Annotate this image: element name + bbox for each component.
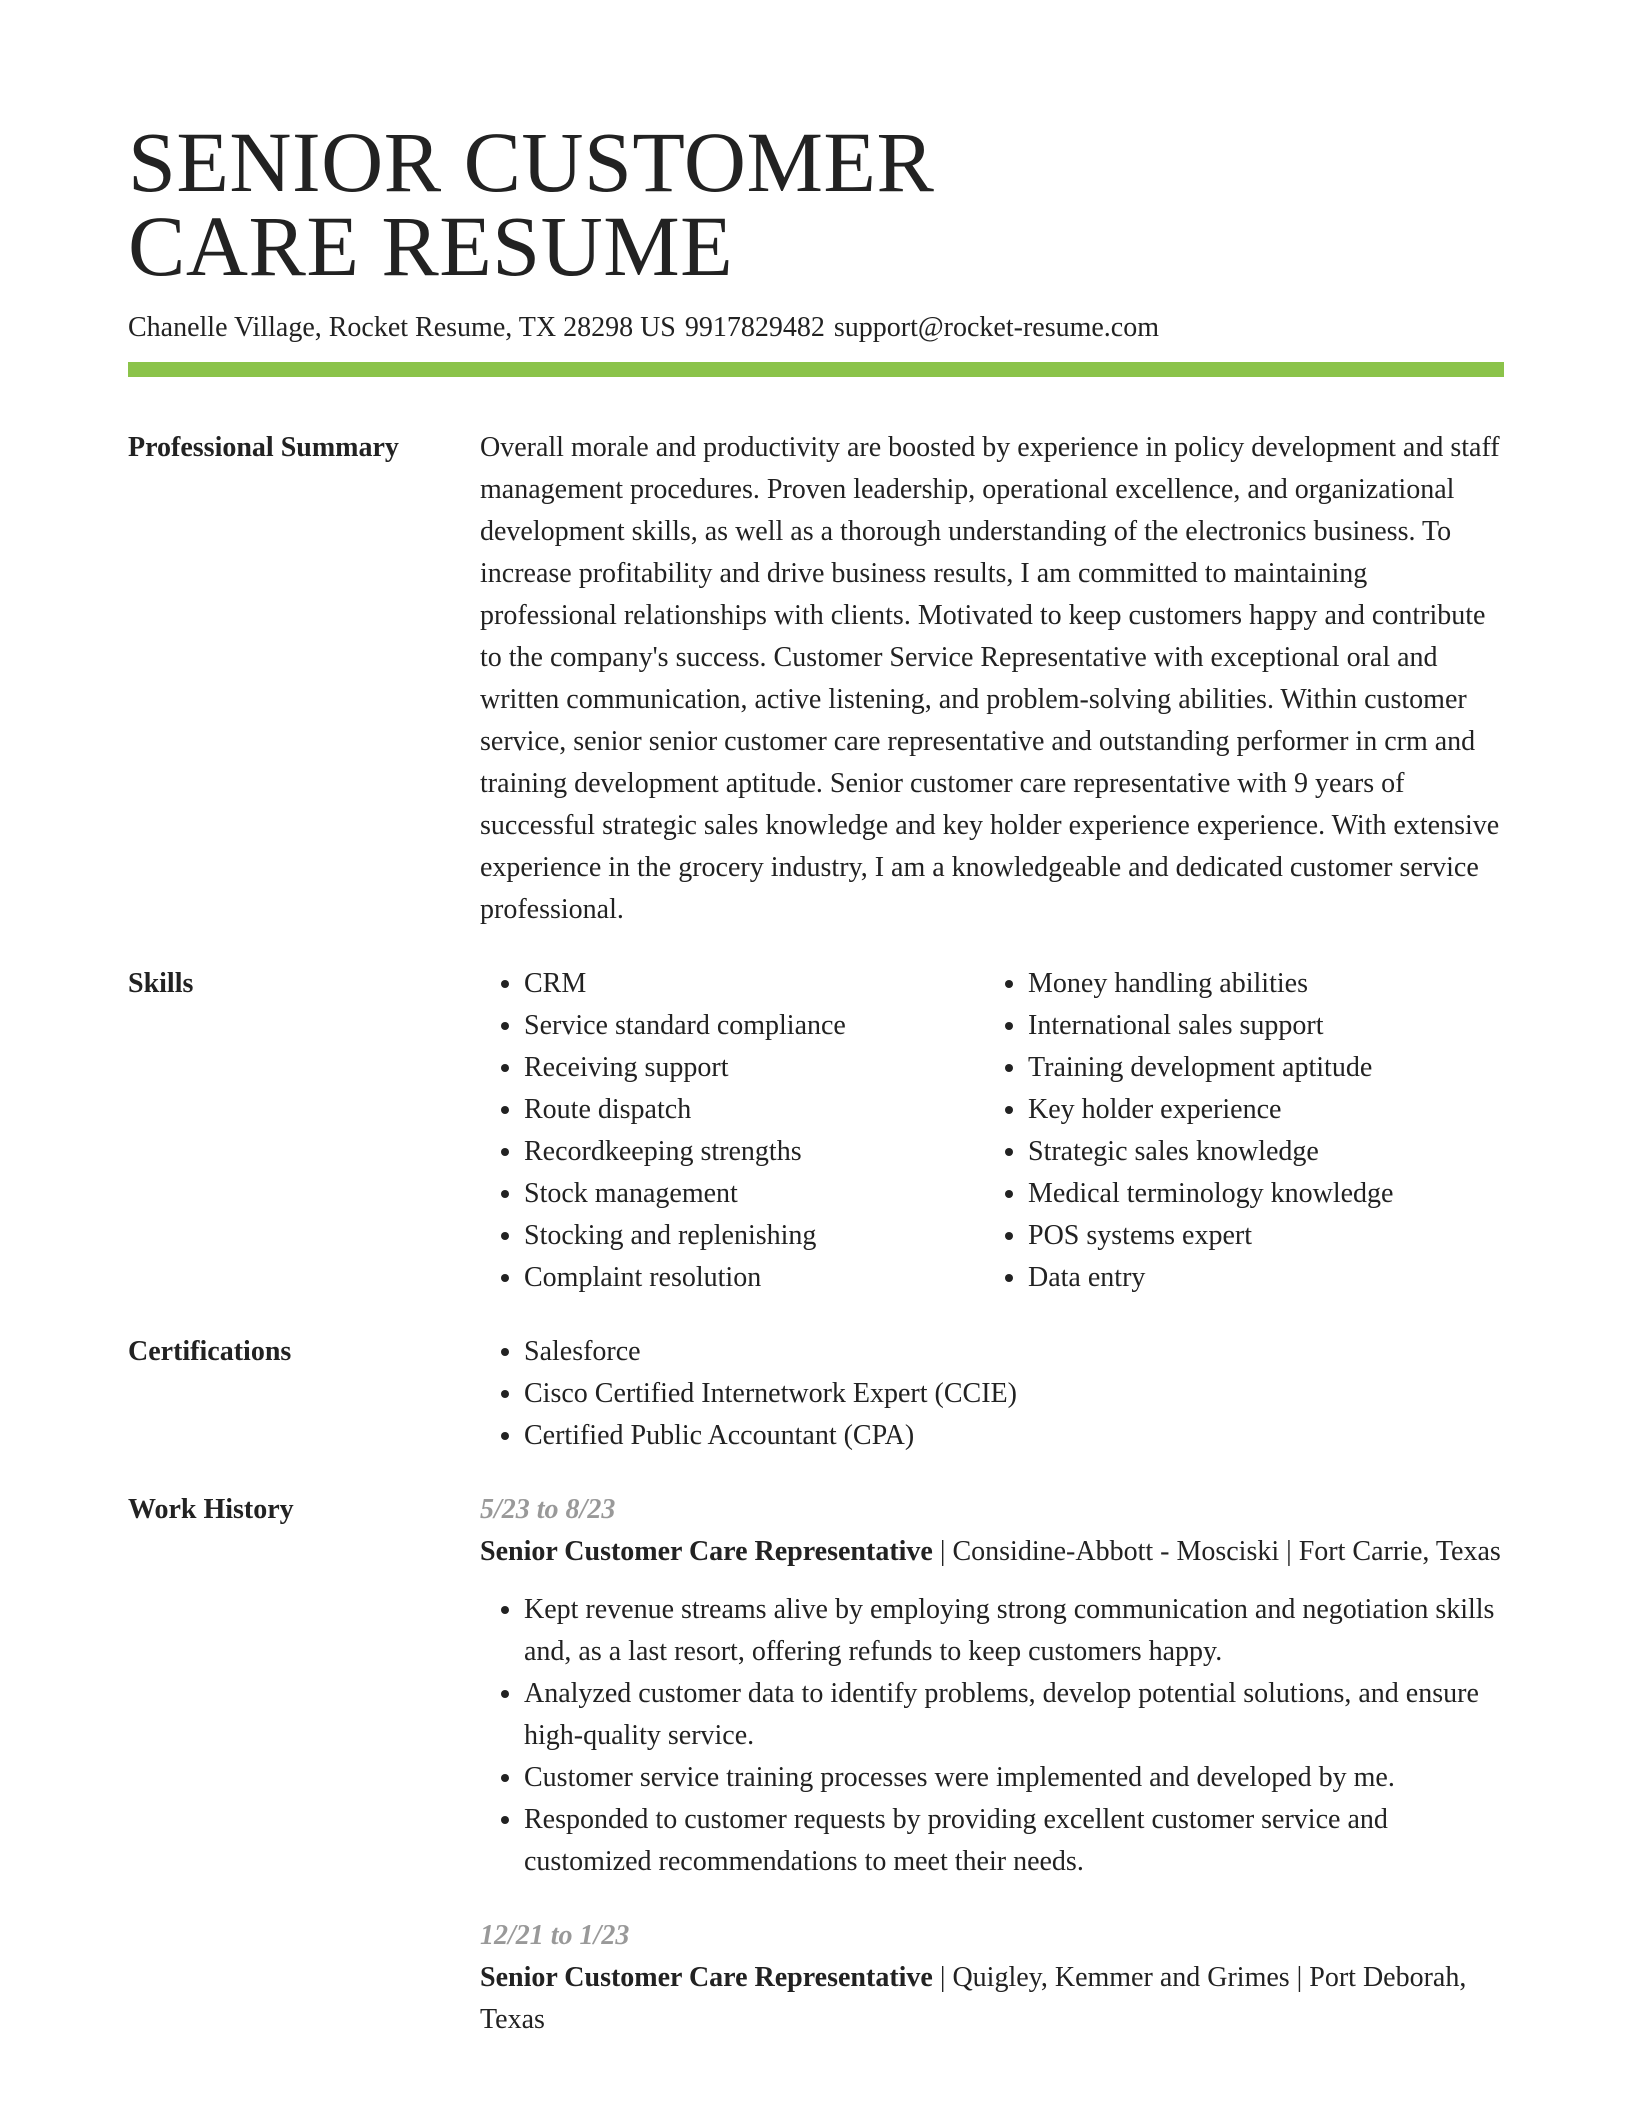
skills-section [128,963,1504,1299]
skill-item: • Strategic sales knowledge [1028,1131,1488,1173]
job-details: | Quigley, Kemmer and Grimes | Port Deborah, Texas [480,1962,1467,2035]
job-title: Senior Customer Care Representative [480,1536,933,1567]
work-history-section [128,1489,1504,2057]
certification-item: • Certified Public Accountant (CPA) [524,1415,1504,1457]
job-dates: 12/21 to 1/23 [480,1920,630,1951]
job-bullet: • Customer service training processes were implemented and developed by me. [524,1757,1504,1799]
job-details: | Considine-Abbott - Mosciski | Fort Carrie, Texas [932,1536,1501,1567]
job-entry [480,1915,1504,2041]
skill-item: • Stocking and replenishing [524,1215,984,1257]
certifications-list [480,1331,1504,1457]
title-line-2: CARE RESUME [128,198,734,294]
certification-item: • Cisco Certified Internetwork Expert (CCIE) [524,1373,1504,1415]
contact-line [128,310,1504,346]
skill-item: • Stock management [524,1173,984,1215]
job-title: Senior Customer Care Representative [480,1962,933,1993]
skill-item: • Service standard compliance [524,1005,984,1047]
skill-item: • POS systems expert [1028,1215,1488,1257]
skill-item: • Route dispatch [524,1089,984,1131]
work-history-label: Work History [128,1494,294,1525]
contact-phone: 9917829482 [684,312,825,343]
summary-section [128,427,1504,931]
skill-item: • CRM [524,963,984,1005]
contact-address: Chanelle Village, Rocket Resume, TX 28298 US [128,312,676,343]
certifications-section [128,1331,1504,1457]
summary-label: Professional Summary [128,432,399,463]
job-entry [480,1489,1504,1883]
skill-item: • Training development aptitude [1028,1047,1488,1089]
contact-email: support@rocket-resume.com [833,312,1160,343]
job-bullets [480,1589,1504,1883]
skill-item: • Money handling abilities [1028,963,1488,1005]
title-line-1: SENIOR CUSTOMER [128,114,935,210]
skill-item: • Medical terminology knowledge [1028,1173,1488,1215]
resume-title [128,114,1504,294]
skill-item: • Data entry [1028,1257,1488,1299]
certifications-body [480,1331,1504,1457]
job-dates: 5/23 to 8/23 [480,1494,616,1525]
job-heading [480,1957,1504,2041]
job-bullet: • Analyzed customer data to identify problems, develop potential solutions, and ensure high-quality service. [524,1673,1504,1757]
skill-item: • Complaint resolution [524,1257,984,1299]
skills-columns [480,963,1504,1299]
skills-label: Skills [128,968,194,999]
certifications-label: Certifications [128,1336,292,1367]
skills-left-list [480,963,984,1299]
skill-item: • Key holder experience [1028,1089,1488,1131]
certification-item: • Salesforce [524,1331,1504,1373]
work-history-body [480,1489,1504,2057]
skill-item: • Recordkeeping strengths [524,1131,984,1173]
job-bullet: • Kept revenue streams alive by employing strong communication and negotiation skills and, as a last resort, offering refunds to keep customers happy. [524,1589,1504,1673]
skills-right-list [984,963,1488,1299]
summary-text: Overall morale and productivity are boosted by experience in policy development and staff management procedures. Proven leadership, operational excellence, and organizational development skills, as well as a thorough understanding of the electronics business. To increase profitability and drive business results, I am committed to maintaining professional relationships with clients. Motivated to keep customers happy and contribute to the company's success. Customer Service Representative with exceptional oral and written communication, active listening, and problem-solving abilities. Within customer service, senior senior customer care representative and outstanding performer in crm and training development aptitude. Senior customer care representative with 9 years of successful strategic sales knowledge and key holder experience experience. With extensive experience in the grocery industry, I am a knowledgeable and dedicated customer service professional. [480,432,1500,925]
skill-item: • International sales support [1028,1005,1488,1047]
accent-divider [128,362,1504,377]
skills-left-column [480,963,984,1299]
skills-right-column [984,963,1488,1299]
job-heading [480,1531,1504,1573]
job-bullet: • Responded to customer requests by providing excellent customer service and customized recommendations to meet their needs. [524,1799,1504,1883]
skill-item: • Receiving support [524,1047,984,1089]
